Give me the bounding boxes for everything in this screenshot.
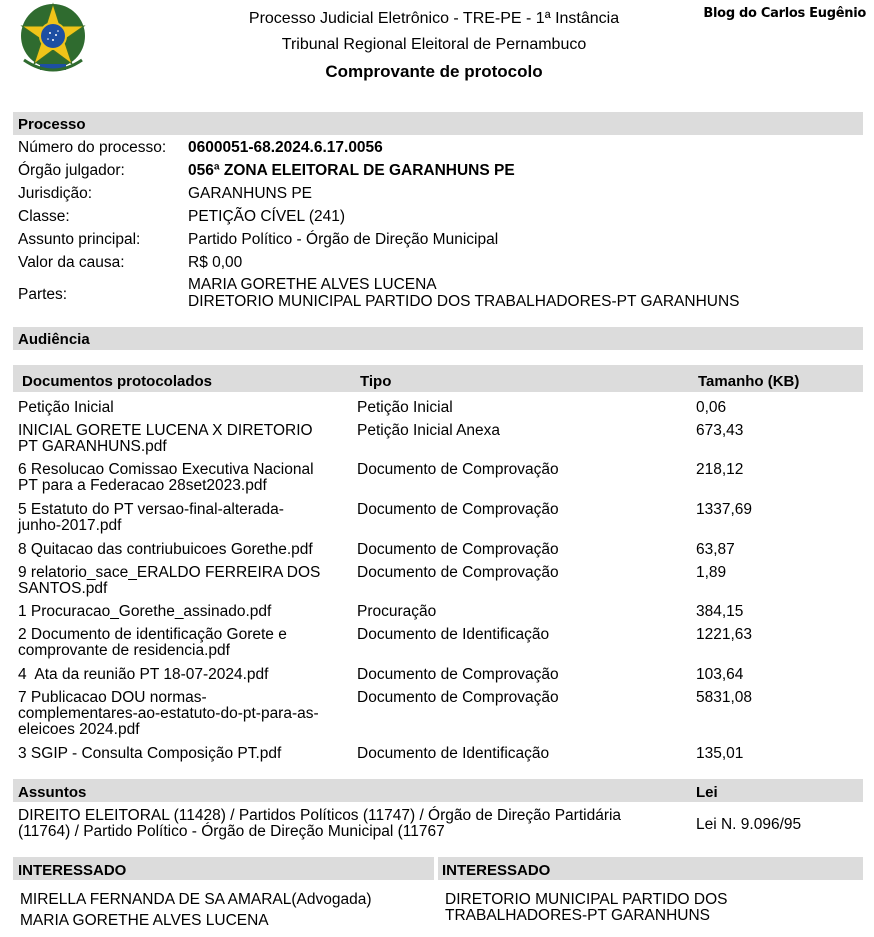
section-heading-lei: Lei <box>696 784 718 801</box>
doc-name <box>18 423 313 455</box>
doc-name <box>18 746 281 762</box>
doc-tamanho: 103,64 <box>696 666 744 683</box>
interessado-item: DIRETORIO MUNICIPAL PARTIDO DOS <box>445 891 728 908</box>
doc-line: 8 Quitacao das contriubuicoes Gorethe.pdf <box>18 541 313 558</box>
doc-tamanho: 1,89 <box>696 564 727 581</box>
doc-line: 4 Ata da reunião PT 18-07-2024.pdf <box>18 666 269 683</box>
doc-name <box>18 690 319 738</box>
watermark-text: Blog do Carlos Eugênio <box>703 6 866 21</box>
assuntos-line: DIREITO ELEITORAL (11428) / Partidos Políticos (11747) / Órgão de Direção Partidária <box>18 807 622 824</box>
field-value-numero: 0600051-68.2024.6.17.0056 <box>188 139 383 156</box>
doc-tipo: Documento de Comprovação <box>357 689 559 706</box>
doc-tipo: Documento de Comprovação <box>357 501 559 518</box>
doc-name <box>18 627 287 659</box>
col-header-tamanho: Tamanho (KB) <box>698 373 800 390</box>
doc-tamanho: 1221,63 <box>696 626 753 643</box>
doc-tamanho: 5831,08 <box>696 689 753 706</box>
parte-1: MARIA GORETHE ALVES LUCENA <box>188 276 437 293</box>
doc-line: PT GARANHUNS.pdf <box>18 438 167 455</box>
section-bar-processo <box>13 112 863 135</box>
field-label-assunto: Assunto principal: <box>18 231 141 248</box>
doc-tamanho: 673,43 <box>696 422 744 439</box>
field-value-jurisdicao: GARANHUNS PE <box>188 185 313 202</box>
doc-tamanho: 384,15 <box>696 603 744 620</box>
field-label-classe: Classe: <box>18 208 70 225</box>
doc-tipo: Documento de Comprovação <box>357 461 559 478</box>
doc-line: SANTOS.pdf <box>18 580 108 597</box>
doc-line: 3 SGIP - Consulta Composição PT.pdf <box>18 745 282 762</box>
field-value-partes <box>188 276 740 310</box>
doc-line: junho-2017.pdf <box>18 517 122 534</box>
section-bar-assuntos <box>13 779 863 802</box>
doc-tipo: Documento de Comprovação <box>357 541 559 558</box>
field-label-valor: Valor da causa: <box>18 254 125 271</box>
doc-name <box>18 462 314 494</box>
doc-line: Petição Inicial <box>18 399 114 416</box>
assuntos-text <box>18 808 621 840</box>
doc-tamanho: 0,06 <box>696 399 727 416</box>
doc-name <box>18 565 320 597</box>
field-value-orgao: 056ª ZONA ELEITORAL DE GARANHUNS PE <box>188 162 515 179</box>
section-heading-processo: Processo <box>18 116 86 133</box>
doc-tipo: Procuração <box>357 603 437 620</box>
field-label-numero: Número do processo: <box>18 139 167 156</box>
doc-name <box>18 667 268 683</box>
interessado-heading-left: INTERESSADO <box>18 862 127 879</box>
doc-line: 2 Documento de identificação Gorete e <box>18 626 287 643</box>
doc-name <box>18 400 114 416</box>
interessado-item: TRABALHADORES-PT GARANHUNS <box>445 907 710 924</box>
doc-tamanho: 63,87 <box>696 541 735 558</box>
doc-tamanho: 218,12 <box>696 461 744 478</box>
doc-name <box>18 542 313 558</box>
doc-name <box>18 604 271 620</box>
col-header-tipo: Tipo <box>360 373 392 390</box>
doc-tipo: Documento de Identificação <box>357 745 550 762</box>
interessado-left-list <box>20 889 371 931</box>
interessado-right-list <box>445 892 727 924</box>
interessado-item: MIRELLA FERNANDA DE SA AMARAL(Advogada) <box>20 891 372 908</box>
field-value-valor: R$ 0,00 <box>188 254 243 271</box>
doc-line: INICIAL GORETE LUCENA X DIRETORIO <box>18 422 313 439</box>
doc-tipo: Documento de Comprovação <box>357 564 559 581</box>
doc-tamanho: 135,01 <box>696 745 744 762</box>
doc-tipo: Petição Inicial Anexa <box>357 422 501 439</box>
header-line-1: Processo Judicial Eletrônico - TRE-PE - 1ª Instância <box>248 10 620 27</box>
doc-line: 1 Procuracao_Gorethe_assinado.pdf <box>18 603 272 620</box>
header-line-2: Tribunal Regional Eleitoral de Pernambuco <box>281 36 587 53</box>
lei-value: Lei N. 9.096/95 <box>696 816 802 833</box>
doc-tipo: Documento de Identificação <box>357 626 550 643</box>
field-label-partes: Partes: <box>18 286 68 303</box>
doc-tamanho: 1337,69 <box>696 501 753 518</box>
doc-line: 5 Estatuto do PT versao-final-alterada- <box>18 501 284 518</box>
doc-line: 9 relatorio_sace_ERALDO FERREIRA DOS <box>18 564 321 581</box>
doc-tipo: Petição Inicial <box>357 399 453 416</box>
page-title: Comprovante de protocolo <box>325 62 543 81</box>
field-value-assunto: Partido Político - Órgão de Direção Municipal <box>188 231 499 248</box>
field-value-classe: PETIÇÃO CÍVEL (241) <box>188 208 346 225</box>
doc-line: 6 Resolucao Comissao Executiva Nacional <box>18 461 314 478</box>
doc-name <box>18 502 284 534</box>
doc-line: PT para a Federacao 28set2023.pdf <box>18 477 267 494</box>
parte-2: DIRETORIO MUNICIPAL PARTIDO DOS TRABALHADORES-PT GARANHUNS <box>188 293 740 310</box>
doc-line: eleicoes 2024.pdf <box>18 721 140 738</box>
field-label-orgao: Órgão julgador: <box>18 162 125 179</box>
section-heading-assuntos: Assuntos <box>18 784 87 801</box>
interessado-heading-right: INTERESSADO <box>442 862 551 879</box>
section-bar-audiencia <box>13 327 863 350</box>
section-heading-audiencia: Audiência <box>18 331 90 348</box>
doc-line: 7 Publicacao DOU normas- <box>18 689 207 706</box>
col-header-documento: Documentos protocolados <box>22 373 213 390</box>
doc-tipo: Documento de Comprovação <box>357 666 559 683</box>
doc-line: complementares-ao-estatuto-do-pt-para-as- <box>18 705 319 722</box>
interessado-item: MARIA GORETHE ALVES LUCENA <box>20 912 269 929</box>
field-label-jurisdicao: Jurisdição: <box>18 185 93 202</box>
doc-line: comprovante de residencia.pdf <box>18 642 230 659</box>
assuntos-line: (11764) / Partido Político - Órgão de Direção Municipal (11767 <box>18 823 445 840</box>
